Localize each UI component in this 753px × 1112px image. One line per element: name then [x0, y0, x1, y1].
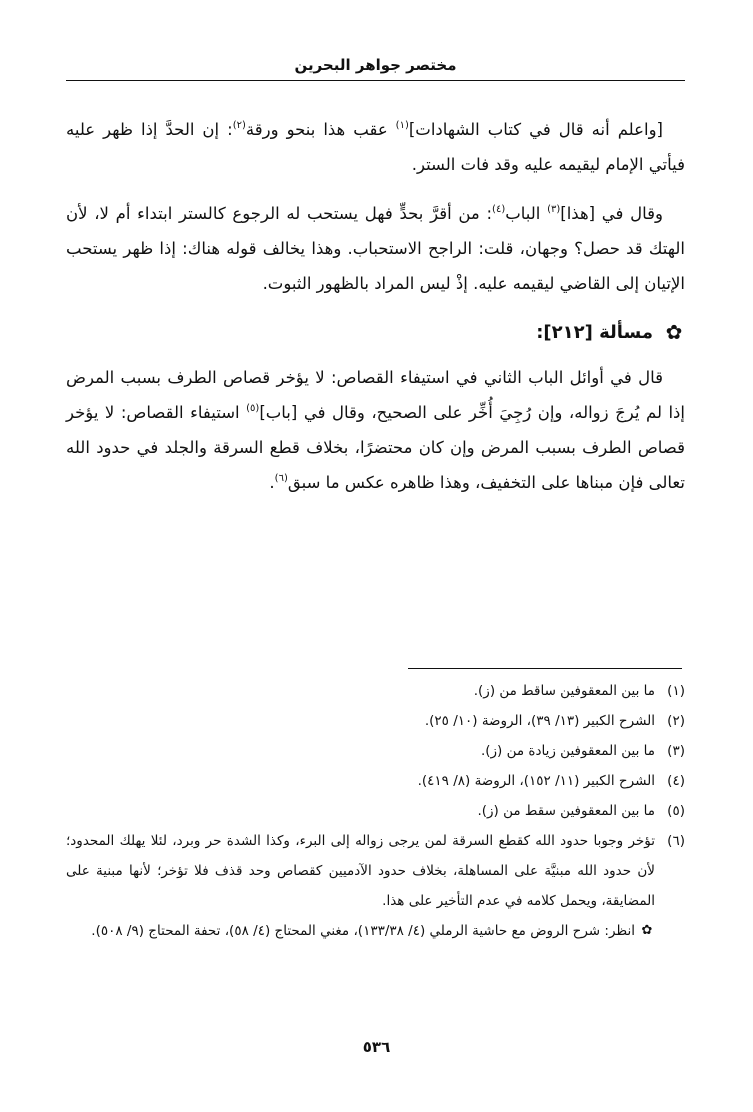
paragraph-2-part-c: : من أقرَّ بحدٍّ فهل يستحب له الرجوع كالستر ابتداء أم لا، لأن الهتك قد حصل؟ وجهان، قلت: الراجح الاستحباب. وهذا يخالف قوله هناك: إذا ظهر يستحب الإتيان إلى القاضي ليقيمه عليه. إذْ ليس المراد بالظهور الثبوت.	[66, 204, 685, 293]
footnote-text: ما بين المعقوفين ساقط من (ز).	[473, 683, 655, 699]
paragraph-3	[66, 360, 685, 500]
footnote-sub-reference	[66, 916, 685, 946]
footnotes	[66, 676, 685, 946]
paragraph-2	[66, 196, 685, 301]
footnote-mark-4[interactable]: (٤)	[492, 204, 506, 215]
footnote-item	[66, 796, 685, 826]
footnote-number: (٦)	[667, 833, 685, 849]
footnote-item	[66, 736, 685, 766]
footnote-text: تؤخر وجوبا حدود الله كقطع السرقة لمن يرجى زواله إلى البرء، وكذا الشدة حر وبرد، لئلا يهلك المحدود؛ لأن حدود الله مبنيَّة على المساهلة، بخلاف حدود الآدميين كقصاص وحد قذف فلا تؤخر؛ لأنها مبنية على المضايقة، ويحمل كلامه في عدم التأخير على هذا.	[66, 833, 655, 909]
footnote-sub-text: انظر: شرح الروض مع حاشية الرملي (٤/ ١٣٣/٣٨)، مغني المحتاج (٤/ ٥٨)، تحفة المحتاج (٩/ ٥٠٨).	[91, 923, 635, 939]
paragraph-1	[66, 112, 685, 182]
paragraph-3-part-b: استيفاء القصاص: لا يؤخر قصاص الطرف بسبب المرض وإن كان محتضرًا، بخلاف قطع السرقة والجلد في حدود الله تعالى فإن مبناها على التخفيف، وهذا ظاهره عكس ما سبق	[66, 403, 685, 492]
footnote-item	[66, 766, 685, 796]
paragraph-2-part-a: وقال في [هذا]	[560, 204, 663, 223]
footnote-number: (٤)	[667, 773, 685, 789]
footnote-mark-6[interactable]: (٦)	[274, 473, 288, 484]
footnote-number: (٢)	[667, 713, 685, 729]
footnote-item	[66, 676, 685, 706]
footnote-divider	[408, 668, 682, 669]
paragraph-1-part-a: [واعلم أنه قال في كتاب الشهادات]	[408, 120, 663, 139]
footnote-text: ما بين المعقوفين زيادة من (ز).	[480, 743, 655, 759]
footnote-text: الشرح الكبير (١٣/ ٣٩)، الروضة (١٠/ ٢٥).	[424, 713, 655, 729]
flower-ornament-icon: ✿	[641, 923, 653, 938]
page-number: ٥٣٦	[362, 1038, 391, 1056]
paragraph-3-part-c: .	[269, 473, 275, 492]
footnote-mark-2[interactable]: (٢)	[232, 120, 246, 131]
issue-heading	[66, 315, 685, 350]
footnote-mark-5[interactable]: (٥)	[246, 403, 260, 414]
footnote-number: (١)	[667, 683, 685, 699]
running-head: مختصر جواهر البحرين	[66, 56, 685, 81]
flower-ornament-icon: ✿	[665, 320, 683, 344]
paragraph-2-part-b: الباب	[505, 204, 548, 223]
footnote-text: الشرح الكبير (١١/ ١٥٢)، الروضة (٨/ ٤١٩).	[417, 773, 655, 789]
paragraph-1-part-c: : إن الحدَّ إذا ظهر عليه فيأتي الإمام ليقيمه عليه وقد فات الستر.	[66, 120, 685, 174]
footnote-item	[66, 706, 685, 736]
main-text	[66, 112, 685, 514]
footnote-number: (٥)	[667, 803, 685, 819]
footnote-mark-3[interactable]: (٣)	[547, 204, 561, 215]
footnote-mark-1[interactable]: (١)	[395, 120, 409, 131]
paragraph-1-part-b: عقب هذا بنحو ورقة	[245, 120, 396, 139]
issue-heading-text: مسألة [٢١٢]:	[536, 322, 653, 343]
footnote-text: ما بين المعقوفين سقط من (ز).	[477, 803, 655, 819]
paragraph-3-part-a: قال في أوائل الباب الثاني في استيفاء القصاص: لا يؤخر قصاص الطرف بسبب المرض إذا لم يُرجَ زواله، وإن رُجِيَ أُخِّر على الصحيح، وقال في [باب]	[66, 368, 685, 422]
footnote-item	[66, 826, 685, 916]
footnote-number: (٣)	[667, 743, 685, 759]
